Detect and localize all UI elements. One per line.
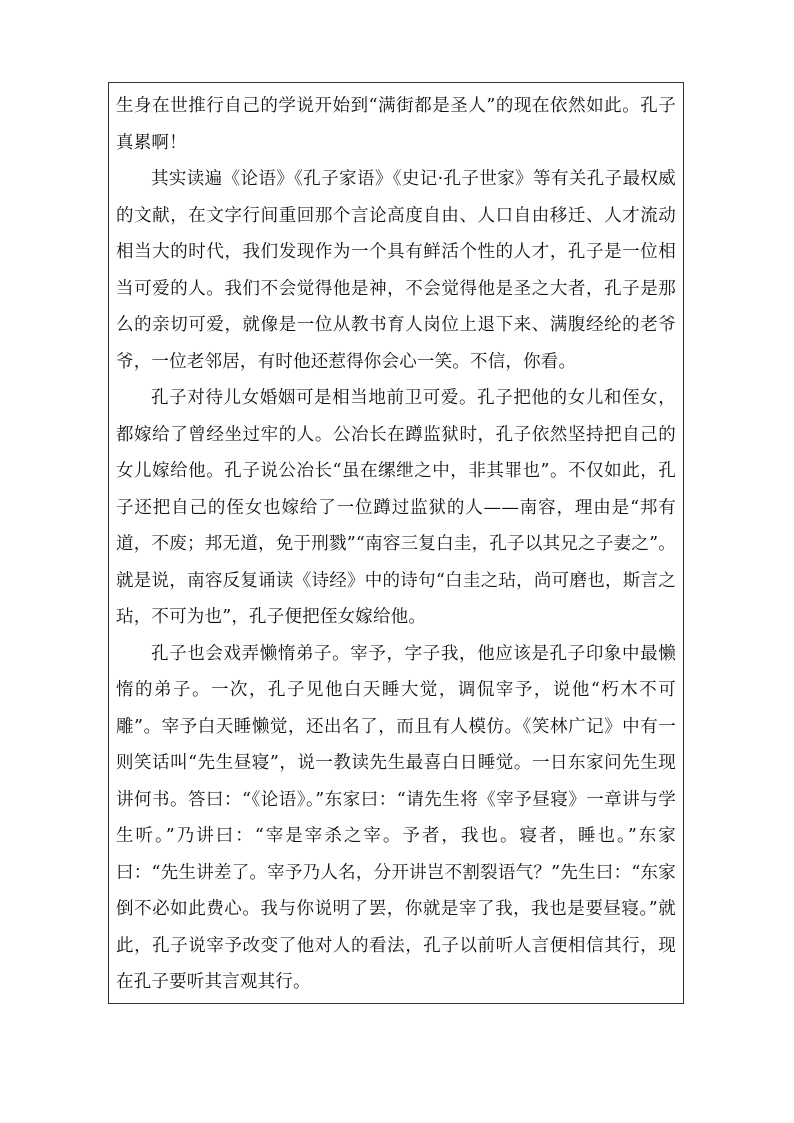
document-body <box>116 88 676 1001</box>
paragraph-4: 孔子也会戏弄懒惰弟子。宰予，字子我，他应该是孔子印象中最懒惰的弟子。一次，孔子见他白天睡大觉，调侃宰予，说他“朽木不可雕”。宰予白天睡懒觉，还出名了，而且有人模仿。《笑林广记》中有一则笑话叫“先生昼寝”，说一教读先生最喜白日睡觉。一日东家问先生现讲何书。答曰：“《论语》。”东家曰：“请先生将《宰予昼寝》一章讲与学生听。”乃讲曰：“宰是宰杀之宰。予者，我也。寝者，睡也。”东家曰：“先生讲差了。宰予乃人名，分开讲岂不割裂语气？”先生曰：“东家倒不必如此费心。我与你说明了罢，你就是宰了我，我也是要昼寝。”就此，孔子说宰予改变了他对人的看法，孔子以前听人言便相信其行，现在孔子要听其言观其行。 <box>116 643 676 992</box>
paragraph-3: 孔子对待儿女婚姻可是相当地前卫可爱。孔子把他的女儿和侄女，都嫁给了曾经坐过牢的人。公冶长在蹲监狱时，孔子依然坚持把自己的女儿嫁给他。孔子说公冶长“虽在缧绁之中，非其罪也”。不仅如此，孔子还把自己的侄女也嫁给了一位蹲过监狱的人——南容，理由是“邦有道，不废；邦无道，免于刑戮”“南容三复白圭，孔子以其兄之子妻之”。就是说，南容反复诵读《诗经》中的诗句“白圭之玷，尚可磨也，斯言之玷，不可为也”，孔子便把侄女嫁给他。 <box>116 388 676 627</box>
paragraph-2: 其实读遍《论语》《孔子家语》《史记·孔子世家》等有关孔子最权威的文献，在文字行间重回那个言论高度自由、人口自由移迁、人才流动相当大的时代，我们发现作为一个具有鲜活个性的人才，孔子是一位相当可爱的人。我们不会觉得他是神，不会觉得他是圣之大者，孔子是那么的亲切可爱，就像是一位从教书育人岗位上退下来、满腹经纶的老爷爷，一位老邻居，有时他还惹得你会心一笑。不信，你看。 <box>116 169 676 372</box>
paragraph-1: 生身在世推行自己的学说开始到“满街都是圣人”的现在依然如此。孔子真累啊！ <box>116 96 676 153</box>
